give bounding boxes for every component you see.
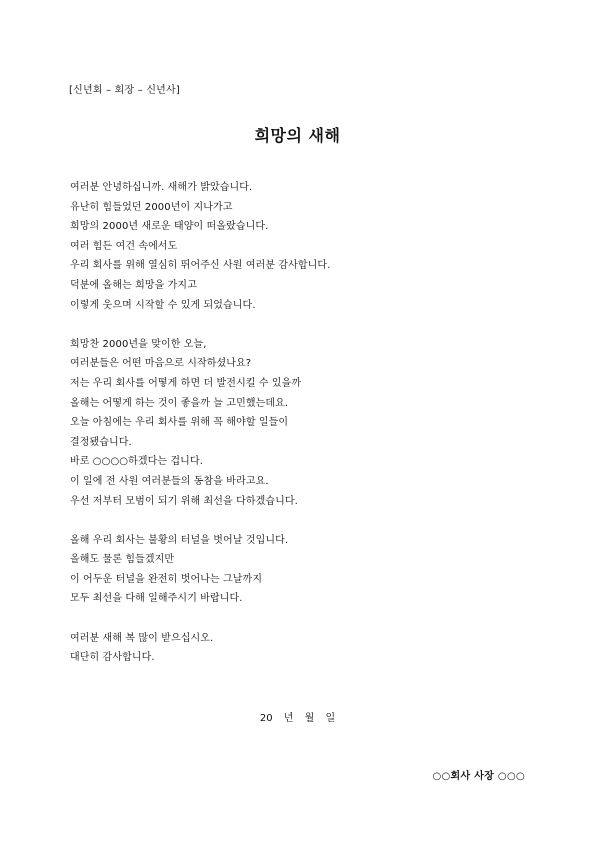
text-line: 바로 ○○○○하겠다는 겁니다. [70,456,203,468]
text-line: 여러분들은 어떤 마음으로 시작하셨나요? [70,358,252,370]
category-label: [신년회 – 회장 – 신년사] [69,85,180,96]
paragraph [70,335,540,511]
paragraph-gap [70,315,540,335]
paragraph [70,531,540,609]
text-line: 올해는 어떻게 하는 것이 좋을까 늘 고민했는데요. [70,397,289,409]
text-line: 여러 힘든 여건 속에서도 [70,240,178,252]
text-line: 유난히 힘들었던 2000년이 지나가고 [70,201,233,213]
text-line: 여러분 새해 복 많이 받으십시오. [70,632,214,644]
text-line: 오늘 아침에는 우리 회사를 위해 꼭 해야할 일들이 [70,417,289,429]
text-line: 우선 저부터 모범이 되기 위해 최선을 다하겠습니다. [70,495,298,507]
signature: ○○회사 사장 ○○○ [432,771,525,782]
paragraph [70,178,540,315]
text-line: 우리 회사를 위해 열심히 뛰어주신 사원 여러분 감사합니다. [70,260,331,272]
text-line: 저는 우리 회사를 어떻게 하면 더 발전시킬 수 있을까 [70,377,302,389]
text-line: 이 일에 전 사원 여러분들의 동참을 바라고요. [70,475,269,487]
text-line: 결정됐습니다. [70,436,132,448]
text-line: 희망찬 2000년을 맞이한 오늘, [70,338,207,350]
text-line: 대단히 감사합니다. [70,652,155,664]
text-line: 이렇게 웃으며 시작할 수 있게 되었습니다. [70,299,256,311]
text-line: 이 어두운 터널을 완전히 벗어나는 그날까지 [70,573,263,585]
paragraph-gap [70,609,540,629]
text-line: 희망의 2000년 새로운 태양이 떠올랐습니다. [70,221,269,233]
speech-body [70,178,540,668]
date-line: 20 년 월 일 [259,713,336,724]
text-line: 여러분 안녕하십니까. 새해가 밝았습니다. [70,182,253,193]
paragraph [70,629,540,668]
text-line: 올해도 물론 힘들겠지만 [70,554,175,566]
document-title: 희망의 새해 [254,126,341,145]
text-line: 올해 우리 회사는 불황의 터널을 벗어날 것입니다. [70,534,289,546]
text-line: 덕분에 올해는 희망을 가지고 [70,279,197,291]
paragraph-gap [70,511,540,531]
text-line: 모두 최선을 다해 일해주시기 바랍니다. [70,593,243,605]
